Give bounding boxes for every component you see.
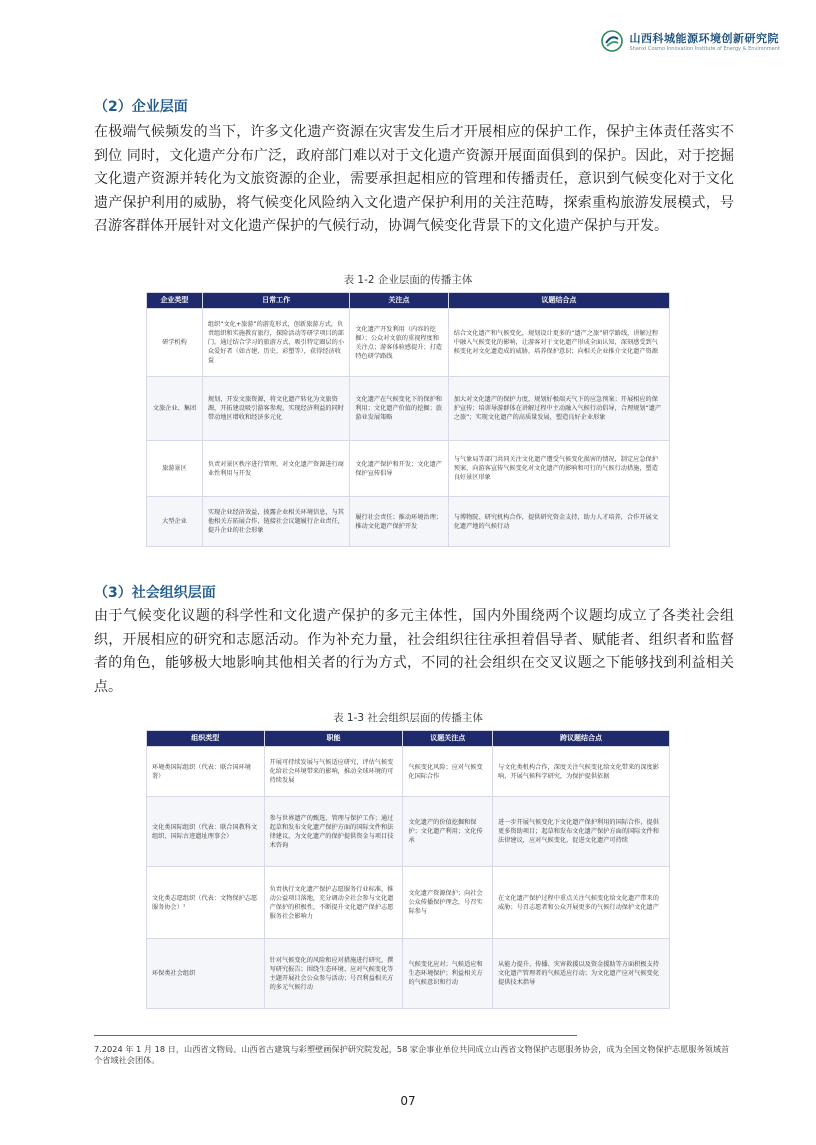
table-cell: 履行社会责任；推动环境治理；推动文化遗产保护开发 (350, 497, 448, 547)
table-cell: 与文化类机构合作，深度关注气候变化给文化带来的深度影响，开展气候科学研究，为保护提供依据 (493, 747, 670, 797)
table-header-cell: 关注点 (350, 293, 448, 309)
table-cell: 负责对景区秩序进行管理，对文化遗产资源进行商业性利用与开发 (202, 441, 350, 497)
table-header-cell: 议题结合点 (448, 293, 669, 309)
table-row (147, 939, 670, 1009)
table-cell: 文化遗产在气候变化下的保护和利用；文化遗产价值的挖掘；旅游业发展策略 (350, 377, 448, 441)
table-cell: 文旅企业、集团 (147, 377, 203, 441)
table-cell: 文化遗产保护和开发；文化遗产保护宣传倡导 (350, 441, 448, 497)
footnote-divider (94, 1035, 577, 1036)
table-row (147, 309, 670, 377)
table-row (147, 797, 670, 867)
table-header-cell: 议题关注点 (403, 731, 493, 747)
table-cell: 气候变化应对；气候适应和生态环境保护；利益相关方的气候意识和行动 (403, 939, 493, 1009)
table-cell: 开展可持续发展与气候适应研究，评估气候变化给社会环境带来的影响，推动全球环境的可持续发展 (264, 747, 403, 797)
table-cell: 文化遗产开发利用（内容的挖掘）；公众对文旅的重视程度和关注点；游客体验感提升；打造特色研学路线 (350, 309, 448, 377)
section-title-enterprise: （2）企业层面 (94, 99, 188, 115)
table-row (147, 377, 670, 441)
page-number: 07 (400, 1094, 416, 1108)
social-org-table (146, 730, 670, 1009)
table-header-cell: 跨议题结合点 (493, 731, 670, 747)
table-cell: 加大对文化遗产的保护力度，规划好极端天气下的应急预案；开展相应的保护宣传；培训导游群体在讲解过程中主动融入气候行动倡导，合理规划“遗产之旅”；实现文化遗产的高质量发展，塑造良好企业形象 (448, 377, 669, 441)
table-cell: 与气象局等部门共同关注文化遗产遭受气候变化损害的情况，制定应急保护预案，向游客宣传气候变化对文化遗产的影响和可行的气候行动措施，塑造良好景区形象 (448, 441, 669, 497)
footnote: 7.2024 年 1 月 18 日，山西省文物局、山西省古建筑与彩塑壁画保护研究院发起，58 家企事业单位共同成立山西省文物保护志愿服务协会，成为全国文物保护志愿服务领域首个省域社会团体。 (94, 1044, 730, 1065)
table-cell: 研学机构 (147, 309, 203, 377)
enterprise-table (146, 292, 670, 547)
table-cell: 结合文化遗产和气候变化，规划设计更多的“遗产之旅”研学路线，讲解过程中融入气候变化的影响，让游客对于文化遗产形成全面认知，深刻感受到气候变化对文化遗造成的威胁，培养保护意识；向相关企业推介文化遗产资源 (448, 309, 669, 377)
logo-chinese-name: 山西科城能源环境创新研究院 (629, 32, 779, 45)
table-cell: 文化遗产的价值挖掘和保护；文化遗产利用；文化传承 (403, 797, 493, 867)
table-cell: 针对气候变化的风险和应对措施进行研究，撰写研究报告；围绕生态环境、应对气候变化等主题开展社会公众参与活动；号召利益相关方的多元气候行动 (264, 939, 403, 1009)
table-row (147, 747, 670, 797)
table-cell: 与博物院、研究机构合作，提供研究资金支持，助力人才培养，合作开展文化遗产地的气候行动 (448, 497, 669, 547)
table-header-cell: 职能 (264, 731, 403, 747)
table-header-row (147, 731, 670, 747)
table-row (147, 867, 670, 939)
table-cell: 大型企业 (147, 497, 203, 547)
section-body-social-org: 由于气候变化议题的科学性和文化遗产保护的多元主体性，国内外围绕两个议题均成立了各类社会组织，开展相应的研究和志愿活动。作为补充力量，社会组织往往承担着倡导者、赋能者、组织者和监督者的角色，能够极大地影响其他相关者的行为方式，不同的社会组织在交叉议题之下能够找到利益相关点。 (94, 608, 734, 695)
table-cell: 气候变化风险；应对气候变化国际合作 (403, 747, 493, 797)
table-cell: 实现企业经济效益，披露企业相关环境信息，与其他相关方拓展合作，链接社会议题履行企业责任，提升企业的社会形象 (202, 497, 350, 547)
table-header-row (147, 293, 670, 309)
table-cell: 从能力提升、传播、灾害救援以及资金援助等方面积极支持文化遗产管理者的气候适应行动；为文化遗产应对气候变化提供技术指导 (493, 939, 670, 1009)
table-cell: 文化遗产资源保护；向社会公众传播保护理念，号召实际参与 (403, 867, 493, 939)
table-header-cell: 企业类型 (147, 293, 203, 309)
table-cell: 环保类社会组织 (147, 939, 265, 1009)
header-logo (601, 30, 780, 52)
table-cell: 旅游景区 (147, 441, 203, 497)
table-cell: 规划、开发文旅资源，将文化遗产转化为文旅资源，开拓建设吸引游客参观，实现经济利益的同时带动地区增收和经济多元化 (202, 377, 350, 441)
table-caption-social-org: 表 1-3 社会组织层面的传播主体 (333, 712, 483, 724)
section-title-social-org: （3）社会组织层面 (94, 585, 216, 601)
institute-logo-icon (601, 30, 623, 52)
table-cell: 负责执行文化遗产保护志愿服务行业标准，推动公益项目落地，充分调动全社会参与文化遗产保护的积极性，不断提升文化遗产保护志愿服务社会影响力 (264, 867, 403, 939)
table-cell: 在文化遗产保护过程中重点关注气候变化给文化遗产带来的威胁；号召志愿者和公众开展更多的气候行动保护文化遗产 (493, 867, 670, 939)
table-row (147, 497, 670, 547)
table-cell: 环境类国际组织（代表：联合国环境署） (147, 747, 265, 797)
table-cell: 参与世界遗产的甄选、管理与保护工作；通过起草和发布文化遗产保护方面的国际文件和法律建议，为文化遗产的保护提供资金与项目技术咨询 (264, 797, 403, 867)
table-row (147, 441, 670, 497)
table-cell: 文化类国际组织（代表：联合国教科文组织、国际古迹遗址理事会） (147, 797, 265, 867)
table-header-cell: 日常工作 (202, 293, 350, 309)
table-cell: 文化类志愿组织（代表：文物保护志愿服务协会）⁷ (147, 867, 265, 939)
table-cell: 组织“文化+旅游”的游览形式，创新旅游方式，负责组织和实施教育旅行，探险活动等研学项目的部门。通过结合学习的旅游方式，吸引特定圈层的小众爱好者（如古建、历史、彩塑等），获得经济收益 (202, 309, 350, 377)
logo-english-name: Shanxi Cosmo Innovation Institute of Energy & Environment (629, 46, 780, 52)
table-header-cell: 组织类型 (147, 731, 265, 747)
table-cell: 进一步开展气候变化下文化遗产保护利用的国际合作，提供更多资助项目；起草和发布文化遗产保护方面的国际文件和法律建议，应对气候变化，促进文化遗产可持续 (493, 797, 670, 867)
table-caption-enterprise: 表 1-2 企业层面的传播主体 (343, 274, 473, 286)
section-body-enterprise: 在极端气候频发的当下，许多文化遗产资源在灾害发生后才开展相应的保护工作，保护主体责任落实不到位 同时，文化遗产分布广泛，政府部门难以对于文化遗产资源开展面面俱到的保护。因此，对于挖掘文化遗产资源并转化为文旅资源的企业，需要承担起相应的管理和传播责任，意识到气候变化对于文化遗产保护利用的威胁，将气候变化风险纳入文化遗产保护利用的关注范畴，探索重构旅游发展模式，号召游客群体开展针对文化遗产保护的气候行动，协调气候变化背景下的文化遗产保护与开发。 (94, 124, 734, 234)
